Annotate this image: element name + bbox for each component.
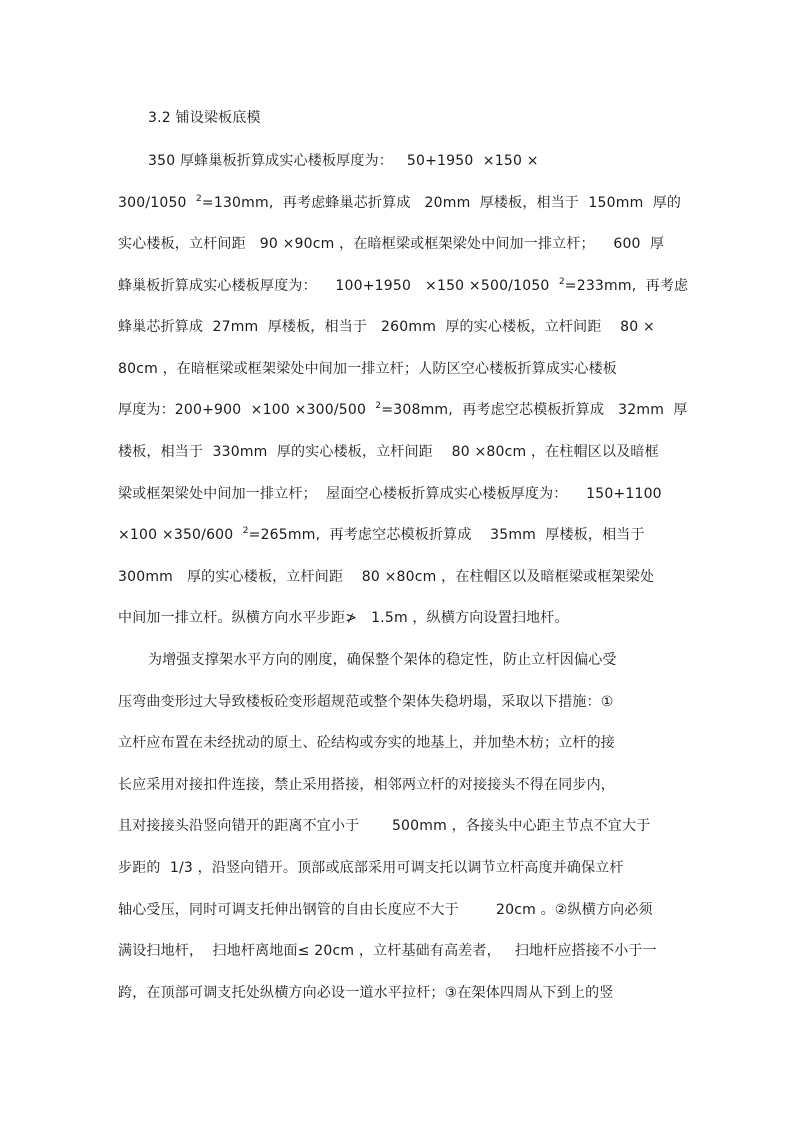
line-text: 300/1050 — [118, 195, 196, 211]
paragraph-line — [118, 276, 688, 296]
section-heading: 3.2 铺设梁板底模 — [148, 110, 261, 126]
paragraph-line: 80cm ，在暗框梁或框架梁处中间加一排立杆；人防区空心楼板折算成实心楼板 — [118, 361, 617, 377]
paragraph-line: 蜂巢芯折算成 27mm 厚楼板，相当于 260mm 厚的实心楼板，立杆间距 80 × — [118, 319, 655, 335]
paragraph-line: 楼板，相当于 330mm 厚的实心楼板，立杆间距 80 ×80cm ，在柱帽区以及暗框 — [118, 444, 659, 460]
paragraph-line: 步距的 1/3 ，沿竖向错开。顶部或底部采用可调支托以调节立杆高度并确保立杆 — [118, 860, 624, 876]
paragraph-line: 350 厚蜂巢板折算成实心楼板厚度为： 50+1950 ×150 × — [148, 153, 539, 169]
paragraph-line: 跨，在顶部可调支托处纵横方向必设一道水平拉杆；③在架体四周从下到上的竖 — [118, 985, 614, 1001]
paragraph-line: 实心楼板，立杆间距 90 ×90cm ，在暗框梁或框架梁处中间加一排立杆； 600 厚 — [118, 236, 665, 252]
line-text: =265mm, 再考虑空芯模板折算成 35mm 厚楼板，相当于 — [248, 527, 645, 543]
paragraph-line: 轴心受压，同时可调支托伸出钢管的自由长度应不大于 20cm 。②纵横方向必须 — [118, 902, 653, 918]
paragraph-line: 为增强支撑架水平方向的刚度，确保整个架体的稳定性，防止立杆因偏心受 — [148, 652, 617, 668]
paragraph-line: 且对接接头沿竖向错开的距离不宜小于 500mm ，各接头中心距主节点不宜大于 — [118, 818, 651, 834]
paragraph-line — [118, 525, 645, 545]
paragraph-line: 长应采用对接扣件连接，禁止采用搭接，相邻两立杆的对接接头不得在同步内， — [118, 777, 615, 793]
paragraph-line: 300mm 厚的实心楼板，立杆间距 80 ×80cm ，在柱帽区以及暗框梁或框架梁处 — [118, 569, 655, 585]
line-text: 厚度为：200+900 ×100 ×300/500 — [118, 402, 376, 418]
line-text: ×100 ×350/600 — [118, 527, 243, 543]
paragraph-line — [118, 193, 681, 213]
superscript: 2 — [375, 401, 382, 411]
line-text: =130mm, 再考虑蜂巢芯折算成 20mm 厚楼板，相当于 150mm 厚的 — [201, 195, 682, 211]
paragraph-line: 中间加一排立杆。纵横方向水平步距≯ 1.5m ，纵横方向设置扫地杆。 — [118, 610, 569, 626]
superscript: 2 — [558, 277, 565, 287]
superscript: 2 — [242, 526, 249, 536]
paragraph-line: 梁或框架梁处中间加一排立杆； 屋面空心楼板折算成实心楼板厚度为： 150+1100 — [118, 486, 662, 502]
paragraph-line — [118, 400, 688, 420]
paragraph-line: 立杆应布置在未经扰动的原土、砼结构或夯实的地基上，并加垫木枋；立杆的接 — [118, 735, 615, 751]
line-text: =308mm, 再考虑空芯模板折算成 32mm 厚 — [381, 402, 688, 418]
line-text: =233mm, 再考虑 — [564, 278, 689, 294]
paragraph-line: 压弯曲变形过大导致楼板砼变形超规范或整个架体失稳坍塌，采取以下措施：① — [118, 694, 614, 710]
line-text: 蜂巢板折算成实心楼板厚度为： 100+1950 ×150 ×500/1050 — [118, 278, 559, 294]
superscript: 2 — [195, 194, 202, 204]
paragraph-line: 满设扫地杆， 扫地杆离地面≤ 20cm ，立杆基础有高差者， 扫地杆应搭接不小于一 — [118, 943, 657, 959]
